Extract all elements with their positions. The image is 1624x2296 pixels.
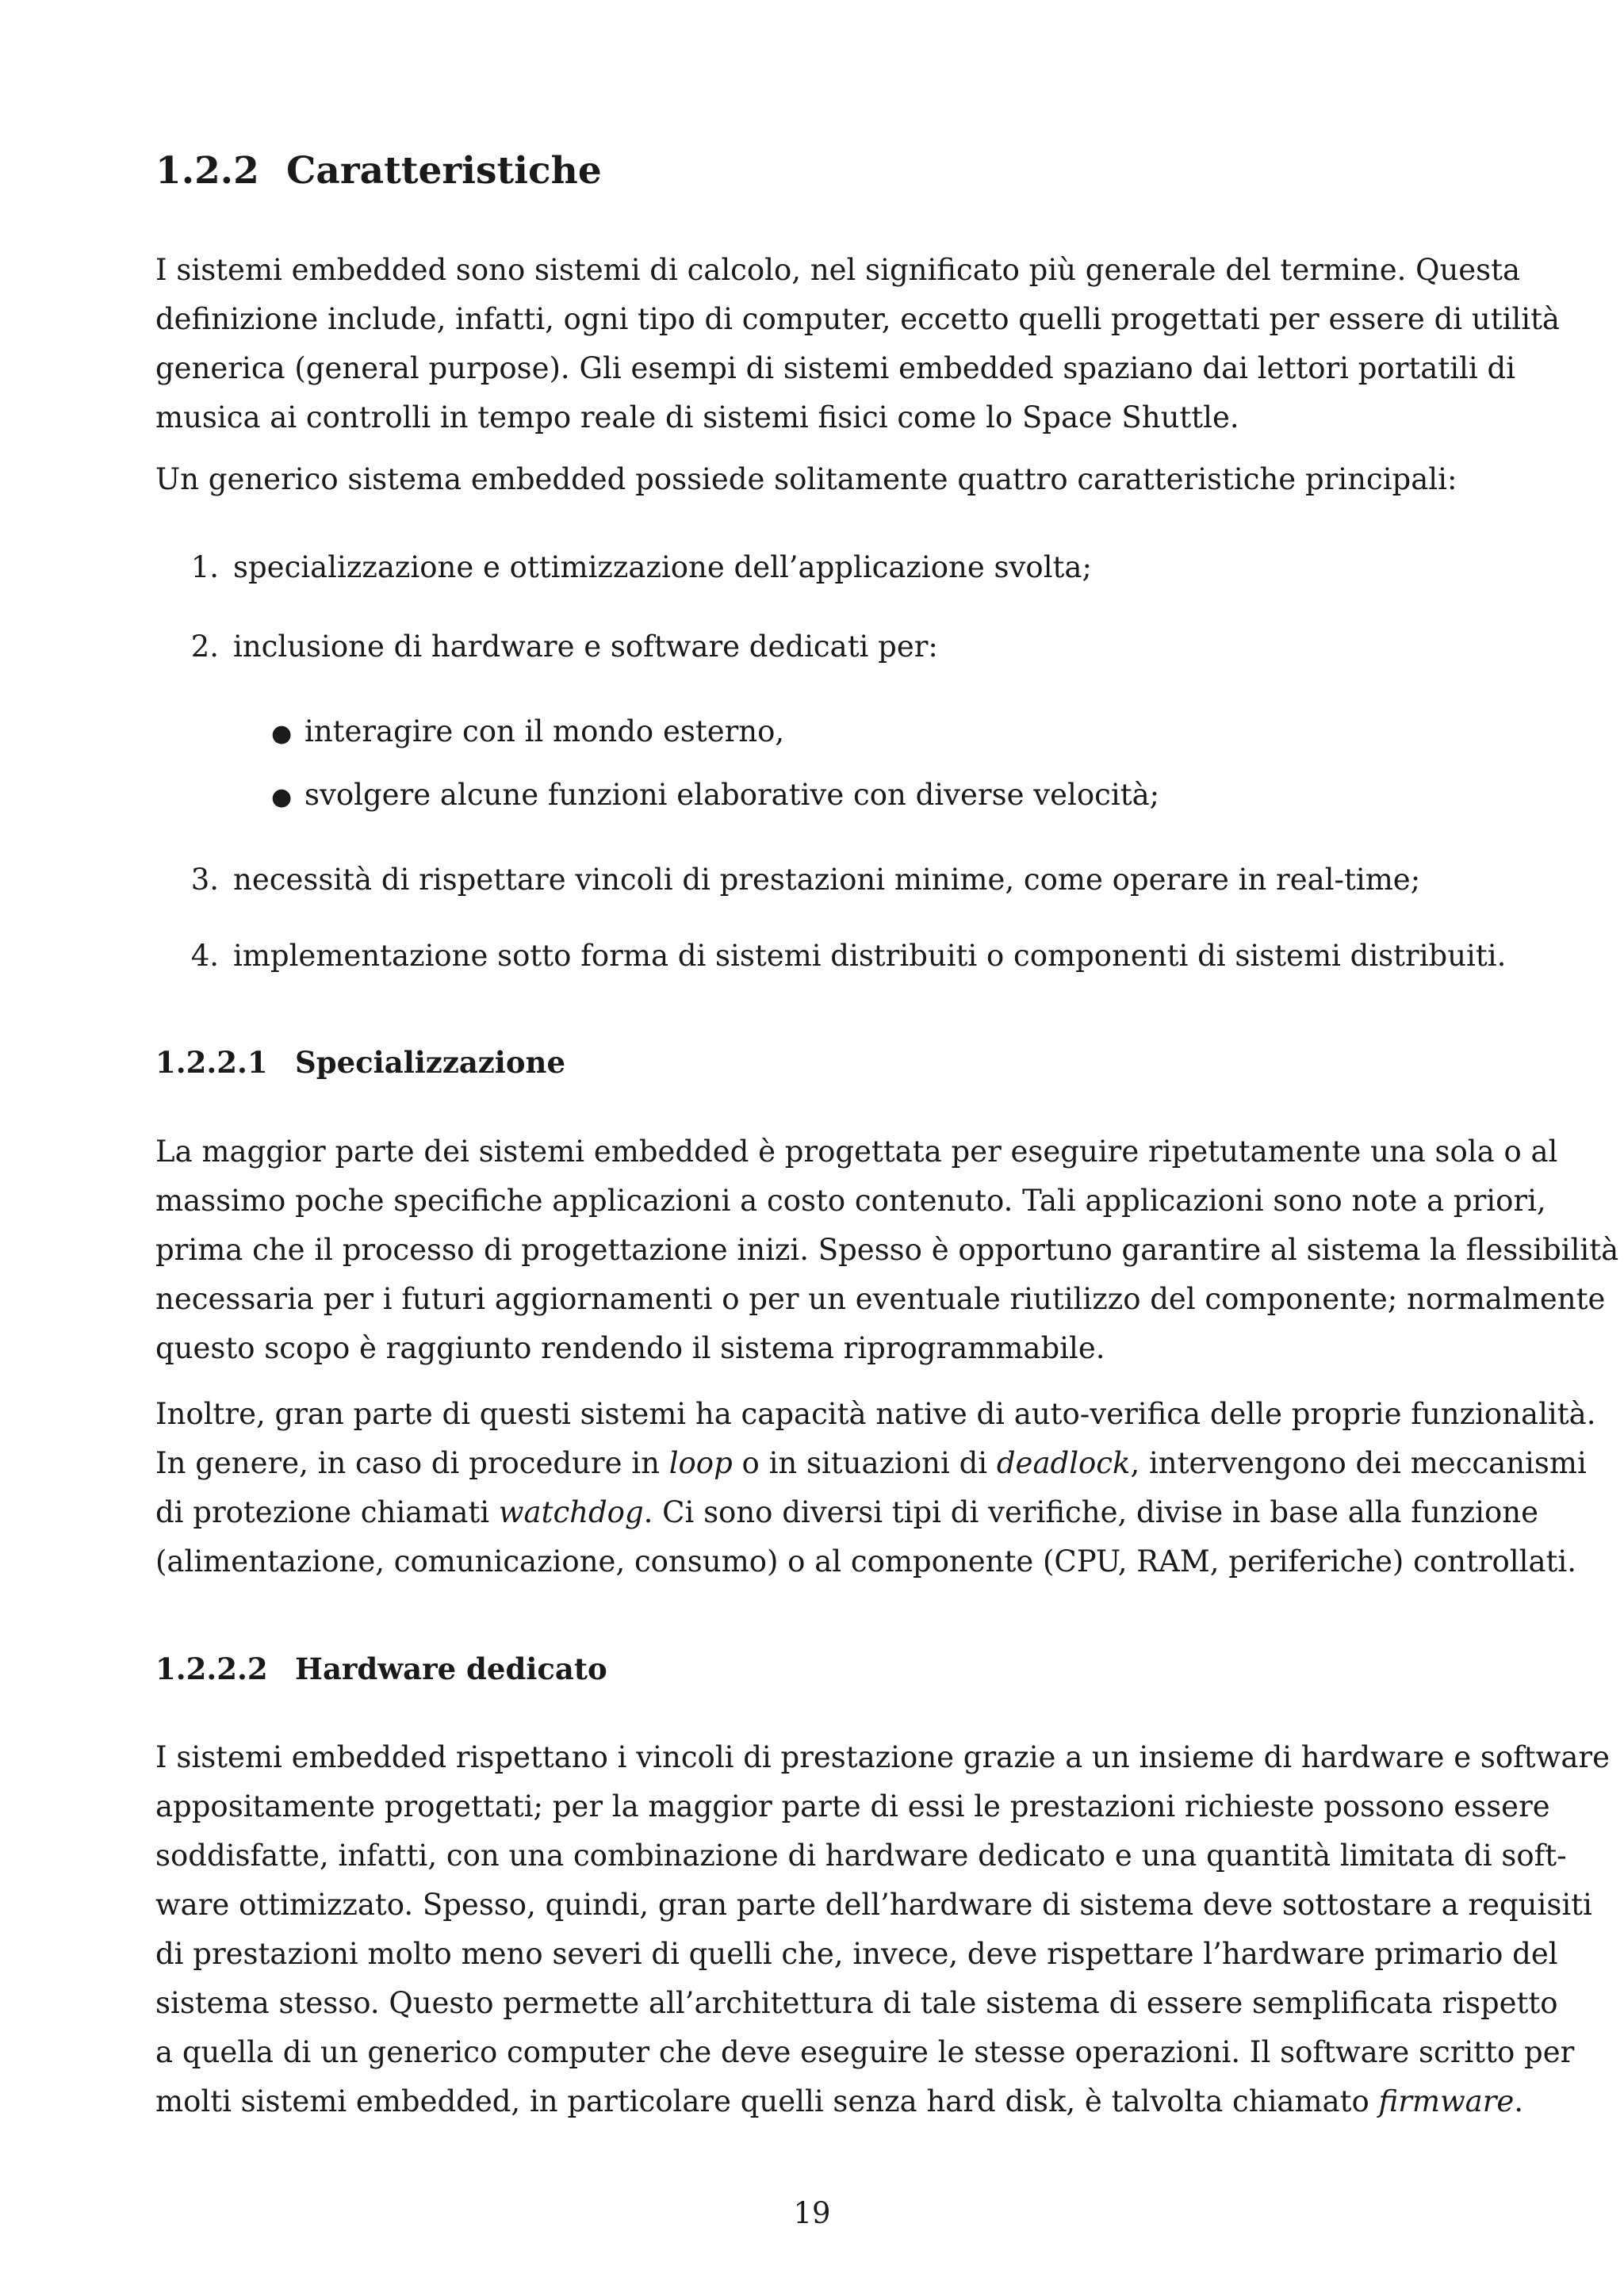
text-line: La maggior parte dei sistemi embedded è progettata per eseguire ripetutamente una sola o al [155,1135,1558,1169]
italic-term: watchdog [498,1495,644,1529]
intro-paragraph [155,246,1560,442]
text-line: prima che il processo di progettazione inizi. Spesso è opportuno garantire al sistema la flessibilità [155,1233,1619,1267]
text-line: a quella di un generico computer che deve eseguire le stesse operazioni. Il software scritto per [155,2035,1575,2069]
subsection-number: 1.2.2.2 [155,1651,268,1686]
hardware-paragraph [155,1733,1610,2126]
subsection-heading [155,1045,565,1080]
list-item: 2. inclusione di hardware e software dedicati per: [190,629,938,664]
italic-term: deadlock [996,1446,1131,1480]
subsection-title: Hardware dedicato [295,1651,607,1686]
sub-list-item: ● interagire con il mondo esterno, [271,714,784,752]
section-heading [155,149,602,193]
list-item: 1. specializzazione e ottimizzazione dell’applicazione svolta; [190,550,1092,584]
subsection-title: Specializzazione [295,1045,565,1080]
list-item: 3. necessità di rispettare vincoli di prestazioni minime, come operare in real-time; [190,863,1421,897]
list-intro-paragraph [155,455,1469,504]
bullet-icon: ● [271,720,293,748]
list-item: 4. implementazione sotto forma di sistemi distribuiti o componenti di sistemi distribuiti. [190,939,1507,973]
text-line: sistema stesso. Questo permette all’architettura di tale sistema di essere semplificata rispetto [155,1986,1558,2020]
sub-list-item: ● svolgere alcune funzioni elaborative con diverse velocità; [271,777,1159,816]
italic-term: firmware [1378,2084,1515,2118]
section-number: 1.2.2 [155,149,259,193]
page-number: 19 [793,2196,831,2230]
text-line: ware ottimizzato. Spesso, quindi, gran parte dell’hardware di sistema deve sottostare a requisiti [155,1888,1592,1922]
text-line: (alimentazione, comunicazione, consumo) o al componente (CPU, RAM, periferiche) controllati. [155,1544,1576,1578]
text-line: di protezione chiamati watchdog. Ci sono diversi tipi di verifiche, divise in base alla funzione [155,1495,1538,1529]
text-line: generica (general purpose). Gli esempi di sistemi embedded spaziano dai lettori portatili di [155,351,1515,385]
subsection-heading [155,1651,607,1686]
text-line: necessaria per i futuri aggiornamenti o per un eventuale riutilizzo del componente; normalmente [155,1282,1606,1316]
text-line: appositamente progettati; per la maggior parte di essi le prestazioni richieste possono essere [155,1789,1550,1823]
specializzazione-paragraph-1 [155,1127,1619,1373]
text-line: Inoltre, gran parte di questi sistemi ha capacità native di auto-verifica delle proprie funzionalità. [155,1397,1596,1431]
bullet-icon: ● [271,783,293,811]
text-line: In genere, in caso di procedure in loop o in situazioni di deadlock, intervengono dei meccanismi [155,1446,1587,1480]
section-title: Caratteristiche [286,149,602,193]
text-line: I sistemi embedded rispettano i vincoli di prestazione grazie a un insieme di hardware e software [155,1740,1610,1774]
text-line: I sistemi embedded sono sistemi di calcolo, nel significato più generale del termine. Questa [155,253,1521,287]
text-line: Un generico sistema embedded possiede solitamente quattro caratteristiche principali: [155,462,1457,496]
text-line: di prestazioni molto meno severi di quelli che, invece, deve rispettare l’hardware primario del [155,1937,1558,1971]
italic-term: loop [668,1446,733,1480]
text-line: massimo poche specifiche applicazioni a costo contenuto. Tali applicazioni sono note a priori, [155,1184,1546,1218]
text-line: soddisfatte, infatti, con una combinazione di hardware dedicato e una quantità limitata di soft- [155,1839,1567,1873]
text-line: musica ai controlli in tempo reale di sistemi fisici come lo Space Shuttle. [155,400,1239,434]
text-line: questo scopo è raggiunto rendendo il sistema riprogrammabile. [155,1331,1105,1365]
subsection-number: 1.2.2.1 [155,1045,268,1080]
specializzazione-paragraph-2 [155,1390,1596,1586]
text-line: molti sistemi embedded, in particolare quelli senza hard disk, è talvolta chiamato firmware. [155,2084,1524,2118]
text-line: definizione include, infatti, ogni tipo di computer, eccetto quelli progettati per essere di utilità [155,302,1560,336]
